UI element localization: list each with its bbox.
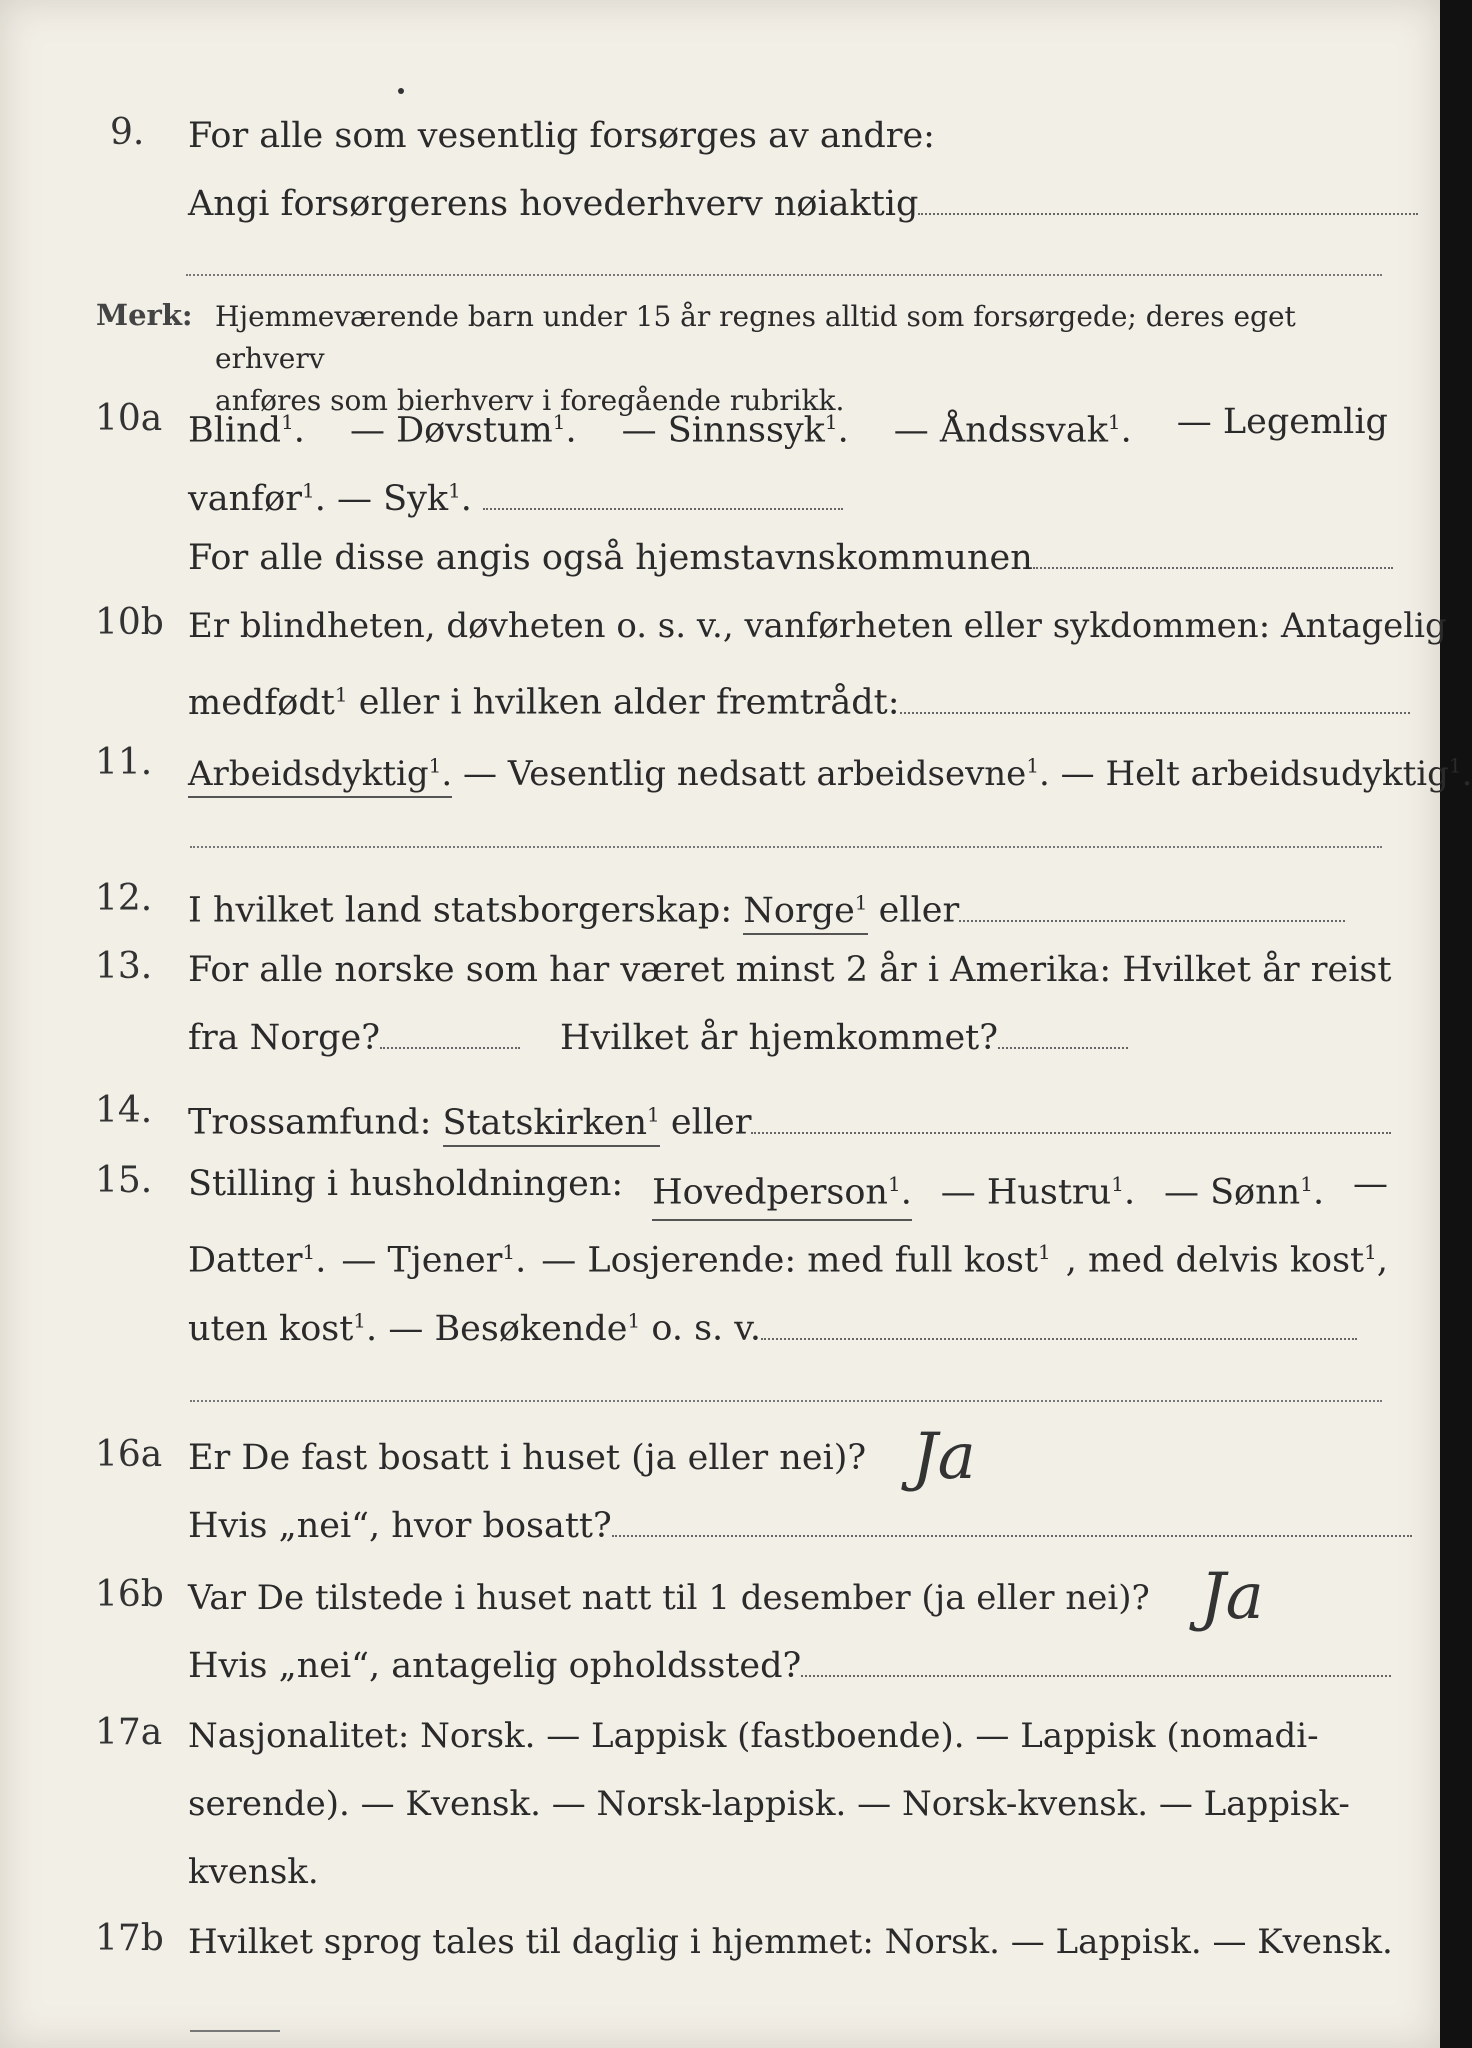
ink-speck bbox=[398, 88, 404, 94]
option-losjerende-full[interactable]: — Losjerende: med full kost$^1$ bbox=[541, 1240, 1051, 1281]
question-text: serende). — Kvensk. — Norsk-lappisk. — Norsk-kvensk. — Lappisk- bbox=[188, 1784, 1350, 1824]
question-text: Hvilket sprog tales til daglig i hjemmet: Norsk. — Lappisk. — Kvensk. bbox=[188, 1922, 1393, 1962]
question-text bbox=[188, 742, 1472, 798]
question-text-part: For alle disse angis også hjemstavnskommunen bbox=[188, 538, 1033, 578]
handwritten-answer-16b[interactable]: Ja bbox=[1200, 1560, 1264, 1634]
question-number: 12. bbox=[95, 878, 153, 919]
question-text-part: Hvis „nei“, hvor bosatt? bbox=[188, 1506, 612, 1546]
option-besokende[interactable]: — Besøkende$^1$ bbox=[388, 1308, 641, 1349]
question-number: 14. bbox=[95, 1090, 153, 1131]
option-medfodt[interactable]: medfødt$^1$ bbox=[188, 682, 348, 723]
option-legemlig[interactable]: — Legemlig bbox=[1176, 402, 1388, 442]
question-text-part: Trossamfund: bbox=[188, 1102, 432, 1143]
question-text-part: Hvilket år hjemkommet? bbox=[560, 1018, 999, 1058]
answer-field[interactable] bbox=[998, 1017, 1128, 1049]
question-text-part: fra Norge? bbox=[188, 1018, 380, 1058]
option-nedsatt[interactable]: — Vesentlig nedsatt arbeidsevne$^1$. bbox=[463, 754, 1050, 795]
question-number: 15. bbox=[95, 1160, 153, 1201]
option-hovedperson-selected[interactable]: Hovedperson$^1$. bbox=[652, 1160, 912, 1221]
option-norge-selected[interactable]: Norge$^1$ bbox=[743, 891, 867, 935]
question-text bbox=[188, 1090, 1391, 1147]
question-text-part: Angi forsørgerens hovederhverv nøiaktig bbox=[188, 184, 919, 224]
question-text bbox=[188, 1160, 1388, 1221]
question-text bbox=[188, 180, 1418, 228]
option-blind[interactable]: Blind$^1$. bbox=[188, 410, 305, 451]
option-vanfor[interactable]: vanfør$^1$. bbox=[188, 478, 326, 519]
option-arbeidsdyktig-selected[interactable]: Arbeidsdyktig$^1$. bbox=[188, 754, 452, 798]
question-text: Er blindheten, døvheten o. s. v., vanførheten eller sykdommen: Antagelig bbox=[188, 606, 1447, 646]
question-text-part: I hvilket land statsborgerskap: bbox=[188, 890, 733, 931]
question-text: Nasjonalitet: Norsk. — Lappisk (fastboende). — Lappisk (nomadi- bbox=[188, 1716, 1319, 1756]
answer-line[interactable] bbox=[186, 274, 1382, 276]
question-text bbox=[188, 1642, 1391, 1690]
question-text bbox=[188, 1502, 1412, 1550]
answer-field[interactable] bbox=[918, 183, 1418, 215]
answer-field[interactable] bbox=[1033, 537, 1393, 569]
answer-field[interactable] bbox=[612, 1505, 1412, 1537]
option-datter[interactable]: Datter$^1$. bbox=[188, 1240, 327, 1281]
question-number: 17b bbox=[95, 1918, 164, 1959]
answer-field[interactable] bbox=[483, 478, 843, 510]
note-label: Merk: bbox=[96, 298, 193, 332]
question-text bbox=[188, 1296, 1357, 1353]
question-text bbox=[188, 534, 1393, 582]
option-uten-kost[interactable]: uten kost$^1$. bbox=[188, 1308, 378, 1349]
note-line: Hjemmeværende barn under 15 år regnes alltid som forsørgede; deres eget erhverv bbox=[215, 300, 1296, 375]
note-line: anføres som bierhverv i foregående rubrikk. bbox=[215, 384, 845, 417]
question-text: For alle som vesentlig forsørges av andre: bbox=[188, 116, 935, 156]
answer-field[interactable] bbox=[801, 1645, 1391, 1677]
question-number: 11. bbox=[95, 742, 153, 783]
question-text-part: eller bbox=[878, 890, 960, 931]
question-text: Er De fast bosatt i huset (ja eller nei)? bbox=[188, 1438, 867, 1478]
answer-line[interactable] bbox=[190, 846, 1382, 848]
question-text: For alle norske som har været minst 2 år i Amerika: Hvilket år reist bbox=[188, 950, 1392, 990]
option-andssvak[interactable]: — Åndssvak$^1$. bbox=[893, 410, 1132, 451]
answer-field[interactable] bbox=[380, 1017, 520, 1049]
handwritten-answer-16a[interactable]: Ja bbox=[912, 1420, 976, 1494]
question-number: 16a bbox=[95, 1434, 163, 1475]
question-number: 9. bbox=[110, 112, 145, 153]
question-text bbox=[188, 1014, 1128, 1062]
question-text bbox=[188, 398, 1388, 455]
question-text bbox=[188, 466, 843, 523]
option-statskirken-selected[interactable]: Statskirken$^1$ bbox=[443, 1103, 660, 1147]
answer-field[interactable] bbox=[959, 890, 1345, 922]
question-text bbox=[188, 670, 1410, 727]
question-text bbox=[188, 1228, 1388, 1285]
option-sonn[interactable]: — Sønn$^1$. bbox=[1163, 1172, 1325, 1213]
question-number: 10a bbox=[95, 398, 163, 439]
option-hustru[interactable]: — Hustru$^1$. bbox=[940, 1172, 1136, 1213]
option-sinnssyk[interactable]: — Sinnssyk$^1$. bbox=[621, 410, 849, 451]
question-number: 13. bbox=[95, 946, 153, 987]
answer-field[interactable] bbox=[751, 1102, 1391, 1134]
question-text-part: o. s. v. bbox=[651, 1308, 762, 1349]
option-losjerende-delvis[interactable]: , med delvis kost$^1$, bbox=[1065, 1240, 1388, 1281]
question-text: Var De tilstede i huset natt til 1 desember (ja eller nei)? bbox=[188, 1578, 1150, 1618]
answer-line[interactable] bbox=[190, 1400, 1382, 1402]
option-udyktig[interactable]: — Helt arbeidsudyktig$^1$. bbox=[1060, 754, 1472, 795]
question-text-part: Hvis „nei“, antagelig opholdssted? bbox=[188, 1646, 802, 1686]
question-number: 10b bbox=[95, 602, 164, 643]
question-number: 17a bbox=[95, 1712, 163, 1753]
question-text-part: eller bbox=[670, 1102, 752, 1143]
answer-field[interactable] bbox=[761, 1308, 1357, 1340]
option-syk[interactable]: — Syk$^1$. bbox=[336, 478, 472, 519]
dash: — bbox=[1352, 1164, 1388, 1204]
question-text: kvensk. bbox=[188, 1852, 319, 1892]
question-text-part: eller i hvilken alder fremtrådt: bbox=[358, 682, 900, 723]
footnote-rule bbox=[190, 2030, 280, 2032]
question-text-part: Stilling i husholdningen: bbox=[188, 1164, 624, 1204]
option-tjener[interactable]: — Tjener$^1$. bbox=[341, 1240, 527, 1281]
option-dovstum[interactable]: — Døvstum$^1$. bbox=[349, 410, 577, 451]
answer-field[interactable] bbox=[900, 682, 1410, 714]
question-text bbox=[188, 878, 1345, 935]
question-number: 16b bbox=[95, 1574, 164, 1615]
